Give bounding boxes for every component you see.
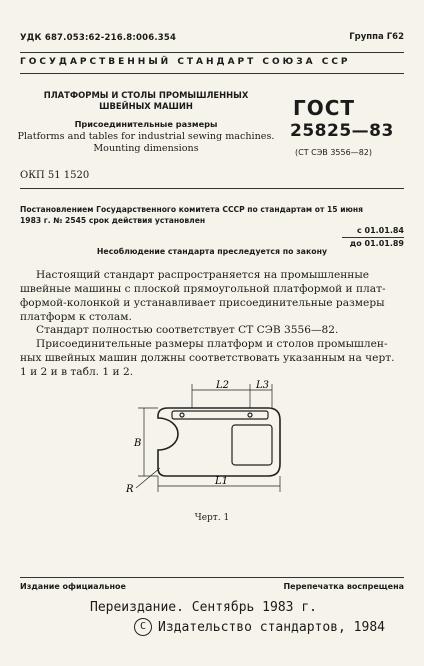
okp-rule xyxy=(20,188,404,189)
paragraph-compliance xyxy=(20,323,412,337)
title-en-line2: Mounting dimensions xyxy=(93,143,199,154)
platform-outline xyxy=(158,408,280,476)
reprint-forbidden: Перепечатка воспрещена xyxy=(283,582,404,591)
compliance-line: Стандарт полностью соответствует СТ СЭВ 3556—82. xyxy=(36,324,339,336)
platform-cutouts xyxy=(172,411,272,465)
title-ru-line1: ПЛАТФОРМЫ И СТОЛЫ ПРОМЫШЛЕННЫХ xyxy=(43,90,249,100)
gost-label: ГОСТ xyxy=(293,96,356,120)
council-title: ГОСУДАРСТВЕННЫЙ СТАНДАРТ СОЮЗА ССР xyxy=(20,57,351,67)
paragraph-dimensions xyxy=(20,337,412,379)
group-code: Группа Г62 xyxy=(349,32,404,42)
law-warning: Несоблюдение стандарта преследуется по закону xyxy=(96,247,328,256)
dimensions-line-3: 1 и 2 и в табл. 1 и 2. xyxy=(20,366,134,378)
scope-line-3: формой-колонкой и устанавливает присоединительные размеры xyxy=(20,297,385,309)
validity-from: с 01.01.84 xyxy=(356,226,404,235)
dimension-label-l1: L1 xyxy=(215,476,229,487)
title-ru-subtitle: Присоединительные размеры xyxy=(74,119,218,129)
dimension-label-l3: L3 xyxy=(256,380,270,391)
scope-line-2: швейные машины с плоской прямоугольной платформой и плат- xyxy=(20,283,386,295)
footer-rule xyxy=(20,577,404,578)
platform-drawing xyxy=(0,378,424,510)
scope-line-4: платформ к столам. xyxy=(20,311,132,323)
udk-code: УДК 687.053:62-216.8:006.354 xyxy=(20,33,177,43)
title-ru-line2: ШВЕЙНЫХ МАШИН xyxy=(99,101,193,111)
paragraph-scope xyxy=(20,268,412,324)
official-edition: Издание официальное xyxy=(20,582,126,591)
dimension-label-r: R xyxy=(126,484,134,495)
dimension-label-l2: L2 xyxy=(216,380,230,391)
decree-line2: 1983 г. № 2545 срок действия установлен xyxy=(20,216,206,225)
scope-line-1: Настоящий стандарт распространяется на промышленные xyxy=(36,269,370,281)
copyright-symbol: С xyxy=(134,618,152,636)
gost-number: 25825—83 xyxy=(290,121,394,141)
dimensions-line-1: Присоединительные размеры платформ и столов промышлен- xyxy=(36,338,388,350)
reissue-stamp: Переиздание. Сентябрь 1983 г. xyxy=(90,600,317,615)
validity-divider xyxy=(342,237,404,238)
dimension-label-b: B xyxy=(134,438,142,449)
decree-line1: Постановлением Государственного комитета СССР по стандартам от 15 июня xyxy=(20,205,364,214)
figure-caption: Черт. 1 xyxy=(194,513,230,523)
title-en xyxy=(0,131,292,155)
header-rule-top xyxy=(20,52,404,53)
title-ru xyxy=(20,90,272,112)
okp-code: ОКП 51 1520 xyxy=(20,170,90,181)
st-sev-reference: (СТ СЭВ 3556—82) xyxy=(295,148,372,157)
publisher-stamp: Издательство стандартов, 1984 xyxy=(158,620,385,635)
validity-to: до 01.01.89 xyxy=(349,239,404,248)
header-rule-bottom xyxy=(20,73,404,74)
title-en-line1: Platforms and tables for industrial sewing machines. xyxy=(17,131,275,142)
dimensions-line-2: ных швейных машин должны соответствовать указанным на черт. xyxy=(20,352,395,364)
